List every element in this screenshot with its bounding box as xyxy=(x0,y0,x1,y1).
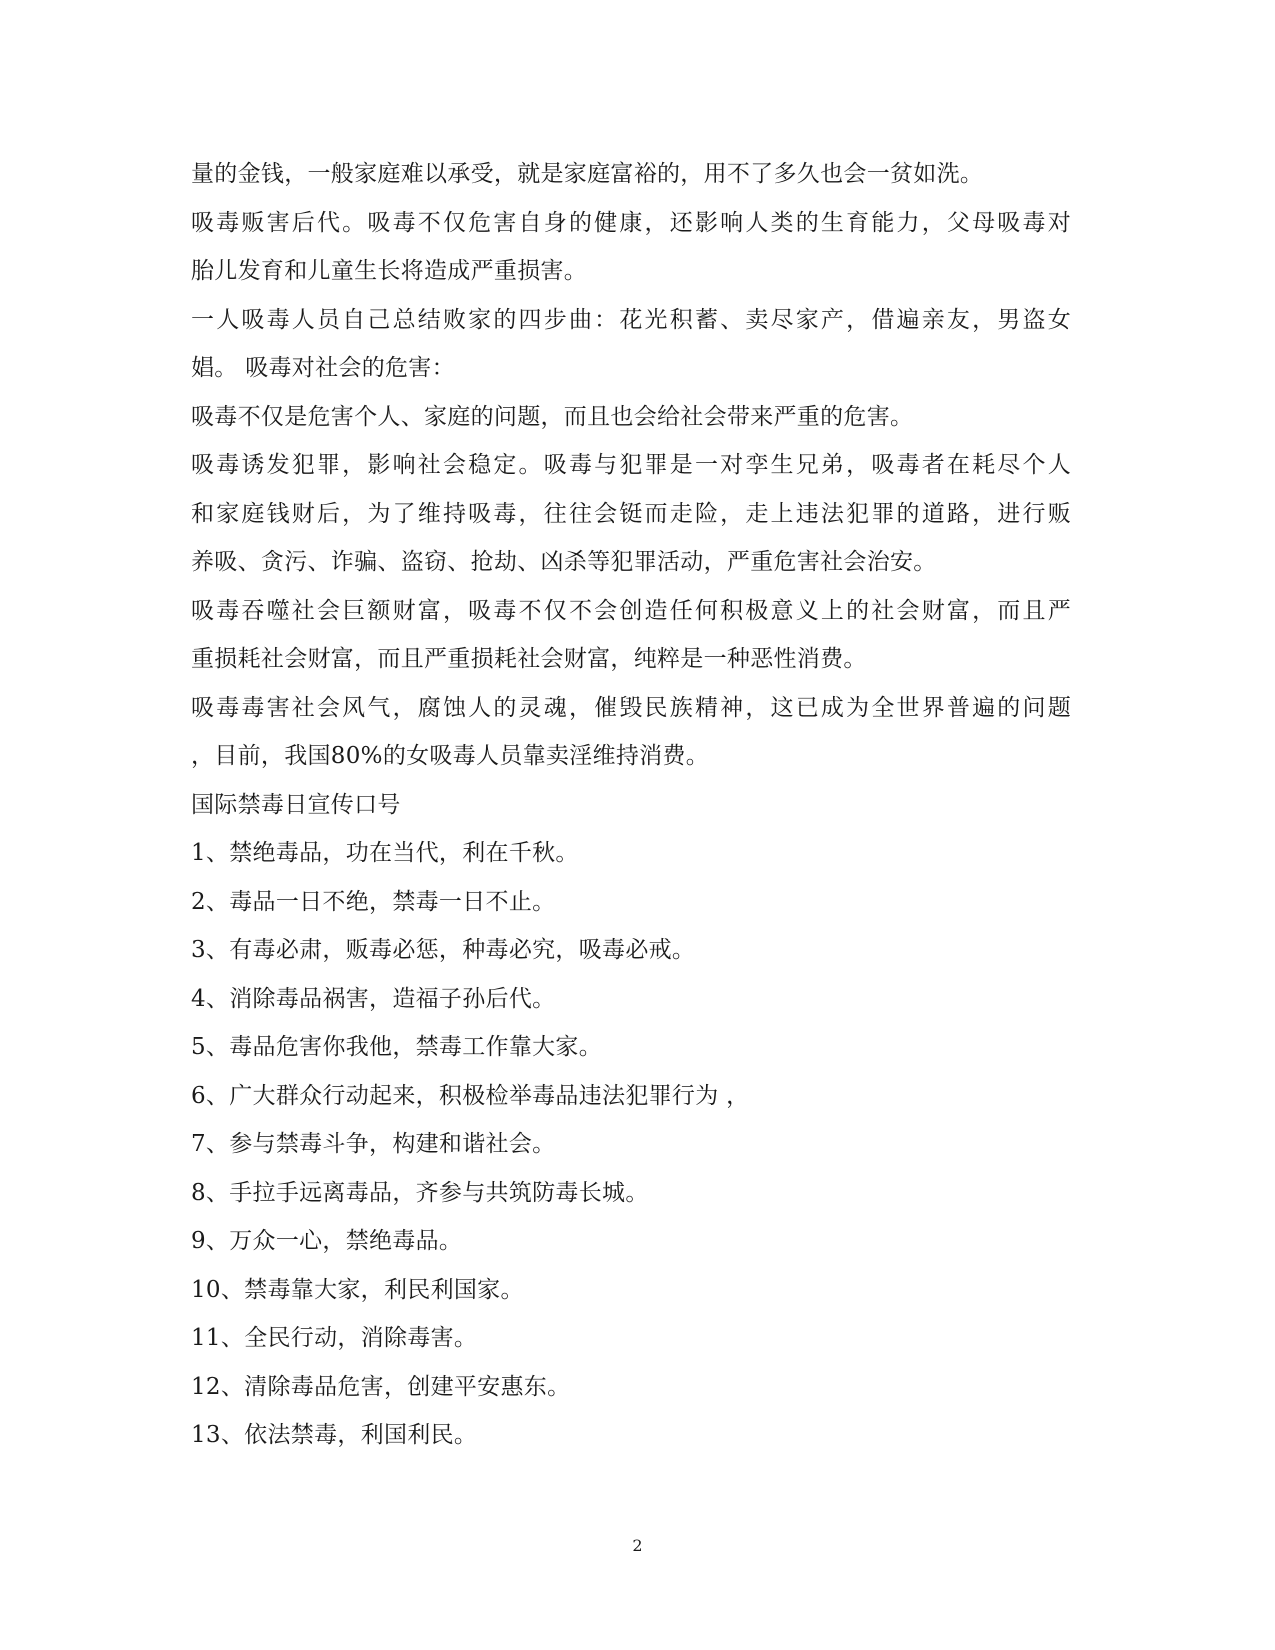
document-body xyxy=(191,150,1071,1460)
slogan-item: 7、参与禁毒斗争，构建和谐社会。 xyxy=(191,1131,556,1157)
paragraph-line: 重损耗社会财富，而且严重损耗社会财富，纯粹是一种恶性消费。 xyxy=(191,646,867,672)
paragraph-line: 和家庭钱财后，为了维持吸毒，往往会铤而走险，走上违法犯罪的道路，进行贩 xyxy=(191,500,1071,527)
slogan-item: 9、万众一心，禁绝毒品。 xyxy=(191,1228,463,1254)
paragraph-line: 吸毒诱发犯罪，影响社会稳定。吸毒与犯罪是一对孪生兄弟，吸毒者在耗尽个人 xyxy=(191,452,1071,478)
slogan-item: 3、有毒必肃，贩毒必惩，种毒必究，吸毒必戒。 xyxy=(191,937,696,963)
slogan-item: 6、广大群众行动起来，积极检举毒品违法犯罪行为 ， xyxy=(191,1082,750,1109)
slogan-item: 8、手拉手远离毒品，齐参与共筑防毒长城。 xyxy=(191,1179,649,1206)
slogan-item: 13、依法禁毒，利国利民。 xyxy=(191,1422,478,1448)
slogan-item: 4、消除毒品祸害，造福子孙后代。 xyxy=(191,985,556,1012)
paragraph-line: 吸毒贩害后代。吸毒不仅危害自身的健康，还影响人类的生育能力，父母吸毒对 xyxy=(191,209,1071,236)
paragraph-line: ，目前，我国80%的女吸毒人员靠卖淫维持消费。 xyxy=(191,743,710,769)
slogan-item: 12、清除毒品危害，创建平安惠东。 xyxy=(191,1373,571,1400)
slogan-item: 1、禁绝毒品，功在当代，利在千秋。 xyxy=(191,840,579,866)
paragraph-line: 娼。 吸毒对社会的危害： xyxy=(191,355,455,381)
slogan-item: 2、毒品一日不绝，禁毒一日不止。 xyxy=(191,888,556,915)
page-number: 2 xyxy=(632,1536,643,1555)
slogan-item: 10、禁毒靠大家，利民利国家。 xyxy=(191,1276,524,1303)
slogan-item: 11、全民行动，消除毒害。 xyxy=(191,1325,478,1351)
paragraph-line: 吸毒不仅是危害个人、家庭的问题，而且也会给社会带来严重的危害。 xyxy=(191,403,914,430)
paragraph-line: 一人吸毒人员自己总结败家的四步曲：花光积蓄、卖尽家产，借遍亲友，男盗女 xyxy=(191,306,1071,333)
section-heading: 国际禁毒日宣传口号 xyxy=(191,791,401,818)
paragraph-line: 量的金钱，一般家庭难以承受，就是家庭富裕的，用不了多久也会一贫如洗。 xyxy=(191,161,984,187)
paragraph-line: 吸毒吞噬社会巨额财富，吸毒不仅不会创造任何积极意义上的社会财富，而且严 xyxy=(191,597,1071,624)
slogan-item: 5、毒品危害你我他，禁毒工作靠大家。 xyxy=(191,1034,603,1060)
paragraph-line: 养吸、贪污、诈骗、盗窃、抢劫、凶杀等犯罪活动，严重危害社会治安。 xyxy=(191,549,937,575)
paragraph-line: 吸毒毒害社会风气，腐蚀人的灵魂，催毁民族精神，这已成为全世界普遍的问题 xyxy=(191,694,1071,721)
paragraph-line: 胎儿发育和儿童生长将造成严重损害。 xyxy=(191,258,588,284)
